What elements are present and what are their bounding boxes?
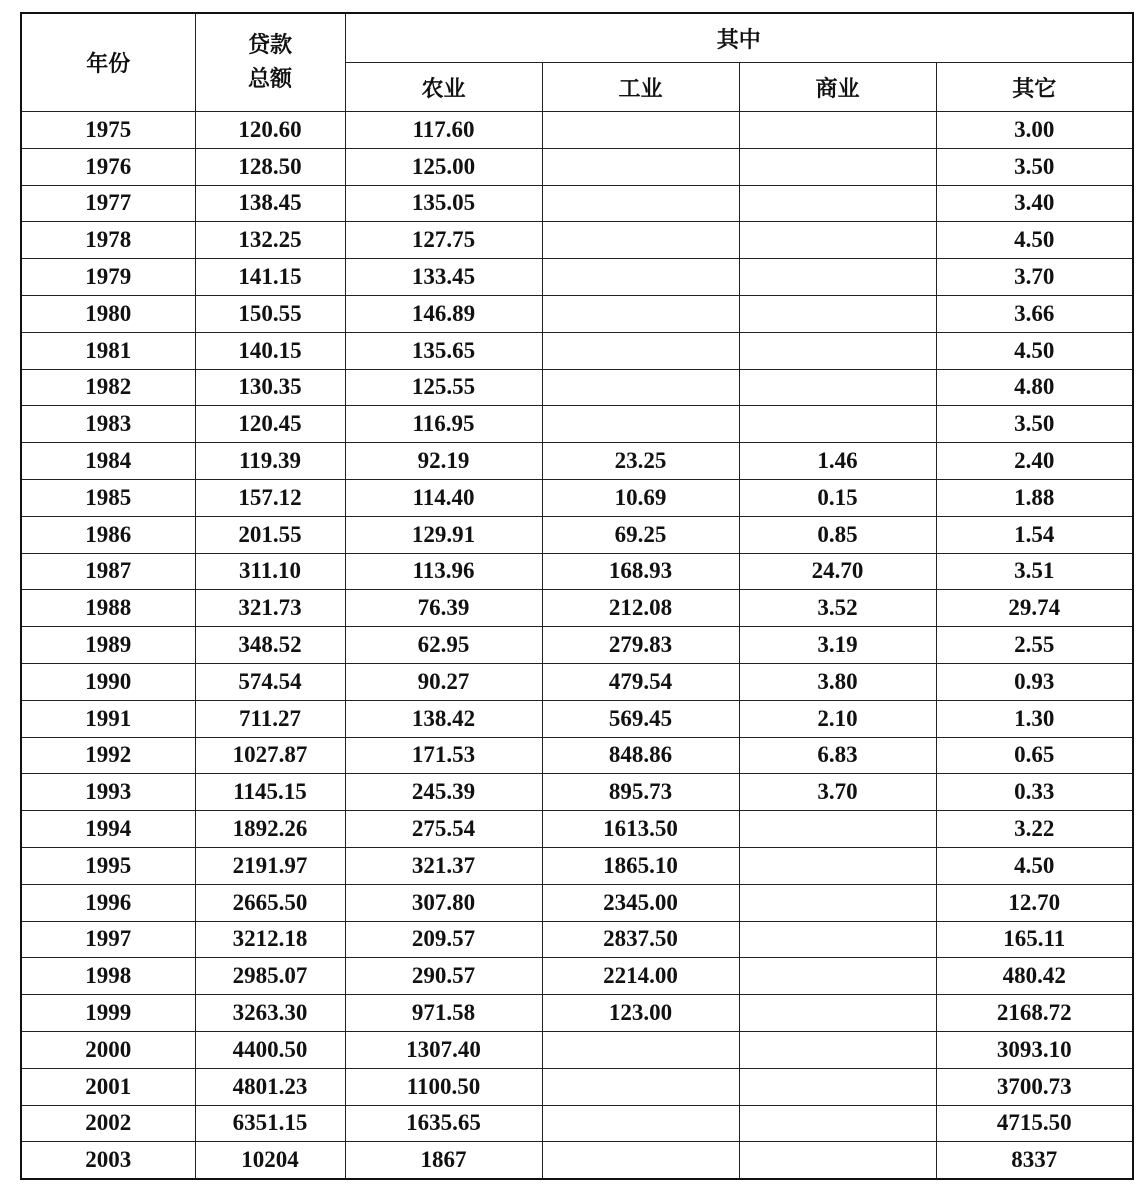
cell-other: 1.30 bbox=[936, 700, 1133, 737]
cell-other: 8337 bbox=[936, 1142, 1133, 1179]
cell-other: 29.74 bbox=[936, 590, 1133, 627]
table-row bbox=[21, 1142, 1133, 1179]
cell-year: 1977 bbox=[21, 185, 195, 222]
cell-total: 2191.97 bbox=[195, 847, 345, 884]
cell-total: 1892.26 bbox=[195, 811, 345, 848]
cell-total: 10204 bbox=[195, 1142, 345, 1179]
cell-other: 165.11 bbox=[936, 921, 1133, 958]
cell-other: 12.70 bbox=[936, 884, 1133, 921]
cell-industry: 479.54 bbox=[542, 663, 739, 700]
cell-year: 1989 bbox=[21, 627, 195, 664]
cell-other: 4.50 bbox=[936, 222, 1133, 259]
cell-agri: 138.42 bbox=[345, 700, 542, 737]
cell-total: 2985.07 bbox=[195, 958, 345, 995]
table-row bbox=[21, 700, 1133, 737]
cell-commerce: 3.70 bbox=[739, 774, 936, 811]
cell-year: 1994 bbox=[21, 811, 195, 848]
cell-commerce bbox=[739, 1031, 936, 1068]
table-row bbox=[21, 884, 1133, 921]
cell-total: 201.55 bbox=[195, 516, 345, 553]
cell-industry: 168.93 bbox=[542, 553, 739, 590]
cell-agri: 290.57 bbox=[345, 958, 542, 995]
table-row bbox=[21, 553, 1133, 590]
cell-industry bbox=[542, 1142, 739, 1179]
cell-agri: 125.00 bbox=[345, 148, 542, 185]
cell-commerce bbox=[739, 847, 936, 884]
cell-total: 1145.15 bbox=[195, 774, 345, 811]
cell-total: 321.73 bbox=[195, 590, 345, 627]
cell-commerce bbox=[739, 295, 936, 332]
cell-agri: 62.95 bbox=[345, 627, 542, 664]
cell-year: 1979 bbox=[21, 259, 195, 296]
cell-other: 3700.73 bbox=[936, 1068, 1133, 1105]
cell-industry bbox=[542, 406, 739, 443]
table-row bbox=[21, 185, 1133, 222]
cell-year: 2000 bbox=[21, 1031, 195, 1068]
cell-commerce bbox=[739, 884, 936, 921]
cell-commerce: 2.10 bbox=[739, 700, 936, 737]
cell-other: 0.65 bbox=[936, 737, 1133, 774]
cell-year: 1984 bbox=[21, 443, 195, 480]
cell-agri: 1867 bbox=[345, 1142, 542, 1179]
cell-industry bbox=[542, 369, 739, 406]
cell-year: 1983 bbox=[21, 406, 195, 443]
cell-year: 1986 bbox=[21, 516, 195, 553]
cell-agri: 76.39 bbox=[345, 590, 542, 627]
cell-agri: 209.57 bbox=[345, 921, 542, 958]
cell-year: 1980 bbox=[21, 295, 195, 332]
table-body bbox=[21, 112, 1133, 1179]
cell-commerce bbox=[739, 222, 936, 259]
cell-commerce: 24.70 bbox=[739, 553, 936, 590]
cell-year: 1993 bbox=[21, 774, 195, 811]
cell-industry: 1865.10 bbox=[542, 847, 739, 884]
cell-year: 1996 bbox=[21, 884, 195, 921]
cell-industry: 2837.50 bbox=[542, 921, 739, 958]
cell-industry: 569.45 bbox=[542, 700, 739, 737]
cell-other: 3093.10 bbox=[936, 1031, 1133, 1068]
cell-total: 4400.50 bbox=[195, 1031, 345, 1068]
table-header bbox=[21, 13, 1133, 112]
cell-commerce bbox=[739, 185, 936, 222]
cell-total: 157.12 bbox=[195, 479, 345, 516]
cell-other: 3.50 bbox=[936, 406, 1133, 443]
cell-total: 311.10 bbox=[195, 553, 345, 590]
cell-commerce bbox=[739, 995, 936, 1032]
cell-commerce bbox=[739, 1142, 936, 1179]
cell-total: 120.45 bbox=[195, 406, 345, 443]
cell-agri: 113.96 bbox=[345, 553, 542, 590]
cell-industry bbox=[542, 112, 739, 149]
cell-other: 2.55 bbox=[936, 627, 1133, 664]
cell-commerce: 0.15 bbox=[739, 479, 936, 516]
cell-other: 4715.50 bbox=[936, 1105, 1133, 1142]
cell-commerce: 0.85 bbox=[739, 516, 936, 553]
cell-total: 6351.15 bbox=[195, 1105, 345, 1142]
cell-agri: 116.95 bbox=[345, 406, 542, 443]
cell-year: 1985 bbox=[21, 479, 195, 516]
header-total-line2: 总额 bbox=[247, 66, 292, 92]
cell-industry: 1613.50 bbox=[542, 811, 739, 848]
cell-other: 3.40 bbox=[936, 185, 1133, 222]
cell-total: 1027.87 bbox=[195, 737, 345, 774]
cell-agri: 245.39 bbox=[345, 774, 542, 811]
cell-other: 4.80 bbox=[936, 369, 1133, 406]
table-row bbox=[21, 148, 1133, 185]
cell-other: 1.54 bbox=[936, 516, 1133, 553]
cell-total: 128.50 bbox=[195, 148, 345, 185]
cell-industry bbox=[542, 1031, 739, 1068]
table-row bbox=[21, 1031, 1133, 1068]
cell-commerce bbox=[739, 406, 936, 443]
cell-industry bbox=[542, 185, 739, 222]
cell-total: 120.60 bbox=[195, 112, 345, 149]
cell-industry bbox=[542, 1068, 739, 1105]
header-group: 其中 bbox=[345, 13, 1133, 63]
cell-total: 348.52 bbox=[195, 627, 345, 664]
header-year: 年份 bbox=[21, 13, 195, 112]
cell-industry: 848.86 bbox=[542, 737, 739, 774]
cell-agri: 114.40 bbox=[345, 479, 542, 516]
cell-year: 1991 bbox=[21, 700, 195, 737]
table-row bbox=[21, 406, 1133, 443]
loan-table bbox=[20, 12, 1134, 1180]
cell-year: 1997 bbox=[21, 921, 195, 958]
cell-commerce: 6.83 bbox=[739, 737, 936, 774]
header-industry: 工业 bbox=[542, 63, 739, 112]
table-row bbox=[21, 1105, 1133, 1142]
cell-total: 132.25 bbox=[195, 222, 345, 259]
cell-industry: 10.69 bbox=[542, 479, 739, 516]
cell-total: 711.27 bbox=[195, 700, 345, 737]
header-agri: 农业 bbox=[345, 63, 542, 112]
table-row bbox=[21, 222, 1133, 259]
cell-agri: 146.89 bbox=[345, 295, 542, 332]
table-row bbox=[21, 995, 1133, 1032]
cell-total: 4801.23 bbox=[195, 1068, 345, 1105]
table-row bbox=[21, 1068, 1133, 1105]
cell-industry bbox=[542, 259, 739, 296]
table-row bbox=[21, 663, 1133, 700]
table-row bbox=[21, 332, 1133, 369]
table-row bbox=[21, 112, 1133, 149]
cell-other: 3.22 bbox=[936, 811, 1133, 848]
table-row bbox=[21, 774, 1133, 811]
cell-total: 140.15 bbox=[195, 332, 345, 369]
cell-other: 3.50 bbox=[936, 148, 1133, 185]
cell-agri: 129.91 bbox=[345, 516, 542, 553]
cell-industry: 212.08 bbox=[542, 590, 739, 627]
cell-other: 0.93 bbox=[936, 663, 1133, 700]
cell-year: 1981 bbox=[21, 332, 195, 369]
cell-other: 4.50 bbox=[936, 332, 1133, 369]
cell-year: 1988 bbox=[21, 590, 195, 627]
cell-total: 141.15 bbox=[195, 259, 345, 296]
cell-other: 3.51 bbox=[936, 553, 1133, 590]
cell-year: 1992 bbox=[21, 737, 195, 774]
cell-total: 3263.30 bbox=[195, 995, 345, 1032]
cell-commerce bbox=[739, 259, 936, 296]
cell-commerce bbox=[739, 958, 936, 995]
cell-agri: 321.37 bbox=[345, 847, 542, 884]
cell-agri: 125.55 bbox=[345, 369, 542, 406]
cell-industry bbox=[542, 295, 739, 332]
header-total-line1: 贷款 bbox=[247, 32, 292, 58]
cell-other: 1.88 bbox=[936, 479, 1133, 516]
cell-commerce bbox=[739, 148, 936, 185]
cell-total: 119.39 bbox=[195, 443, 345, 480]
cell-agri: 1635.65 bbox=[345, 1105, 542, 1142]
cell-year: 2001 bbox=[21, 1068, 195, 1105]
cell-agri: 307.80 bbox=[345, 884, 542, 921]
cell-year: 2003 bbox=[21, 1142, 195, 1179]
cell-commerce bbox=[739, 1068, 936, 1105]
cell-industry: 123.00 bbox=[542, 995, 739, 1032]
cell-year: 1995 bbox=[21, 847, 195, 884]
table-row bbox=[21, 627, 1133, 664]
table-row bbox=[21, 811, 1133, 848]
cell-other: 2.40 bbox=[936, 443, 1133, 480]
cell-commerce: 3.80 bbox=[739, 663, 936, 700]
table-row bbox=[21, 516, 1133, 553]
cell-commerce: 3.19 bbox=[739, 627, 936, 664]
cell-agri: 971.58 bbox=[345, 995, 542, 1032]
cell-year: 1999 bbox=[21, 995, 195, 1032]
cell-year: 1976 bbox=[21, 148, 195, 185]
cell-total: 2665.50 bbox=[195, 884, 345, 921]
cell-agri: 275.54 bbox=[345, 811, 542, 848]
cell-total: 150.55 bbox=[195, 295, 345, 332]
table-row bbox=[21, 737, 1133, 774]
cell-other: 480.42 bbox=[936, 958, 1133, 995]
table-row bbox=[21, 958, 1133, 995]
table-row bbox=[21, 443, 1133, 480]
cell-other: 0.33 bbox=[936, 774, 1133, 811]
cell-agri: 1307.40 bbox=[345, 1031, 542, 1068]
table-row bbox=[21, 590, 1133, 627]
header-total bbox=[195, 13, 345, 112]
cell-agri: 135.65 bbox=[345, 332, 542, 369]
cell-year: 1982 bbox=[21, 369, 195, 406]
cell-commerce bbox=[739, 811, 936, 848]
cell-year: 1998 bbox=[21, 958, 195, 995]
cell-other: 3.66 bbox=[936, 295, 1133, 332]
table-row bbox=[21, 369, 1133, 406]
cell-agri: 135.05 bbox=[345, 185, 542, 222]
cell-industry: 895.73 bbox=[542, 774, 739, 811]
table-row bbox=[21, 259, 1133, 296]
cell-year: 1990 bbox=[21, 663, 195, 700]
cell-commerce bbox=[739, 369, 936, 406]
cell-industry: 279.83 bbox=[542, 627, 739, 664]
cell-industry bbox=[542, 148, 739, 185]
cell-agri: 171.53 bbox=[345, 737, 542, 774]
cell-other: 2168.72 bbox=[936, 995, 1133, 1032]
cell-agri: 127.75 bbox=[345, 222, 542, 259]
cell-industry: 2214.00 bbox=[542, 958, 739, 995]
cell-commerce bbox=[739, 112, 936, 149]
cell-agri: 133.45 bbox=[345, 259, 542, 296]
cell-commerce: 3.52 bbox=[739, 590, 936, 627]
table-row bbox=[21, 921, 1133, 958]
header-commerce: 商业 bbox=[739, 63, 936, 112]
cell-commerce bbox=[739, 332, 936, 369]
cell-total: 3212.18 bbox=[195, 921, 345, 958]
cell-industry: 2345.00 bbox=[542, 884, 739, 921]
cell-agri: 1100.50 bbox=[345, 1068, 542, 1105]
cell-total: 130.35 bbox=[195, 369, 345, 406]
cell-agri: 90.27 bbox=[345, 663, 542, 700]
cell-commerce: 1.46 bbox=[739, 443, 936, 480]
cell-year: 1975 bbox=[21, 112, 195, 149]
cell-industry: 23.25 bbox=[542, 443, 739, 480]
cell-year: 1978 bbox=[21, 222, 195, 259]
table-row bbox=[21, 479, 1133, 516]
header-other: 其它 bbox=[936, 63, 1133, 112]
loan-table-container bbox=[20, 12, 1134, 1180]
cell-agri: 92.19 bbox=[345, 443, 542, 480]
cell-year: 1987 bbox=[21, 553, 195, 590]
table-row bbox=[21, 295, 1133, 332]
cell-industry bbox=[542, 222, 739, 259]
cell-commerce bbox=[739, 921, 936, 958]
cell-total: 138.45 bbox=[195, 185, 345, 222]
cell-industry: 69.25 bbox=[542, 516, 739, 553]
cell-other: 3.00 bbox=[936, 112, 1133, 149]
cell-commerce bbox=[739, 1105, 936, 1142]
cell-agri: 117.60 bbox=[345, 112, 542, 149]
cell-other: 4.50 bbox=[936, 847, 1133, 884]
cell-other: 3.70 bbox=[936, 259, 1133, 296]
cell-year: 2002 bbox=[21, 1105, 195, 1142]
cell-industry bbox=[542, 332, 739, 369]
cell-total: 574.54 bbox=[195, 663, 345, 700]
cell-industry bbox=[542, 1105, 739, 1142]
table-row bbox=[21, 847, 1133, 884]
